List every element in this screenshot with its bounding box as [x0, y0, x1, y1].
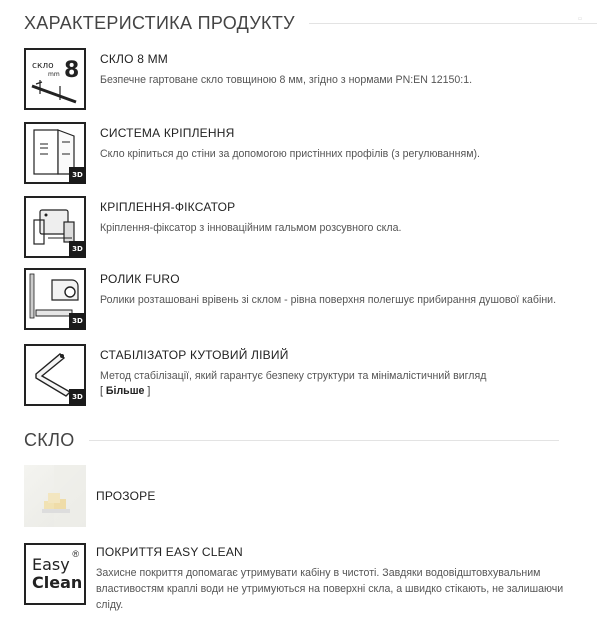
feature-description: Кріплення-фіксатор з інноваційним гальмом розсувного скла. — [100, 222, 402, 234]
glass-option-title: ПРОЗОРЕ — [96, 489, 156, 503]
3d-badge-icon: 3D — [69, 313, 86, 330]
glass-option-easy-clean — [24, 543, 581, 613]
feature-mounting-system — [24, 122, 570, 184]
feature-title: СТАБІЛІЗАТОР КУТОВИЙ ЛІВИЙ — [100, 348, 289, 362]
3d-badge-icon: 3D — [69, 389, 86, 406]
3d-badge-icon: 3D — [69, 167, 86, 184]
glass-option-clear — [24, 465, 156, 527]
glass-section-title: СКЛО — [24, 430, 75, 450]
glass-section-header — [24, 430, 559, 451]
mounting-system-icon — [24, 122, 86, 184]
clear-glass-image — [24, 465, 86, 527]
feature-description: Безпечне гартоване скло товщиною 8 мм, згідно з нормами PN:EN 12150:1. — [100, 74, 473, 86]
feature-description: Скло кріпиться до стіни за допомогою пристінних профілів (з регулюванням). — [100, 148, 480, 160]
feature-description: Ролики розташовані врівень зі склом - рівна поверхня полегшує прибирання душової кабіни. — [100, 294, 557, 306]
glass-option-title: ПОКРИТТЯ EASY CLEAN — [96, 545, 243, 559]
feature-stabilizer — [24, 344, 570, 406]
feature-title: КРІПЛЕННЯ-ФІКСАТОР — [100, 200, 236, 214]
feature-lock-clamp — [24, 196, 570, 258]
corner-marker: ▫ — [578, 13, 582, 25]
features-section-header — [24, 13, 597, 34]
svg-text:скло: скло — [32, 61, 54, 71]
features-section-title: ХАРАКТЕРИСТИКА ПРОДУКТУ — [24, 13, 295, 33]
svg-text:8: 8 — [64, 58, 80, 83]
feature-glass-8mm — [24, 48, 570, 110]
3d-badge-icon: 3D — [69, 241, 86, 258]
more-link-label[interactable]: Більше — [105, 385, 145, 397]
lock-clamp-icon — [24, 196, 86, 258]
feature-description: Метод стабілізації, який гарантує безпеку структури та мінімалістичний вигляд — [100, 370, 487, 382]
feature-roller-furo — [24, 268, 570, 330]
glass-option-description: Захисне покриття допомагає утримувати кабіну в чистоті. Завдяки водовідштовхувальним властивостям краплі води не утримуються на поверхні скла, а швидко стікають, не залишаючи сліду. — [96, 567, 564, 611]
feature-title: СКЛО 8 ММ — [100, 52, 168, 66]
more-link[interactable]: [ Більше ] — [100, 385, 151, 397]
section-divider — [89, 440, 559, 441]
svg-text:mm: mm — [48, 71, 60, 78]
feature-title: РОЛИК FURO — [100, 272, 180, 286]
stabilizer-icon — [24, 344, 86, 406]
easy-clean-logo: ® Easy Clean — [24, 543, 86, 605]
glass-thickness-icon — [24, 48, 86, 110]
section-divider — [309, 23, 597, 24]
feature-title: СИСТЕМА КРІПЛЕННЯ — [100, 126, 235, 140]
roller-icon — [24, 268, 86, 330]
